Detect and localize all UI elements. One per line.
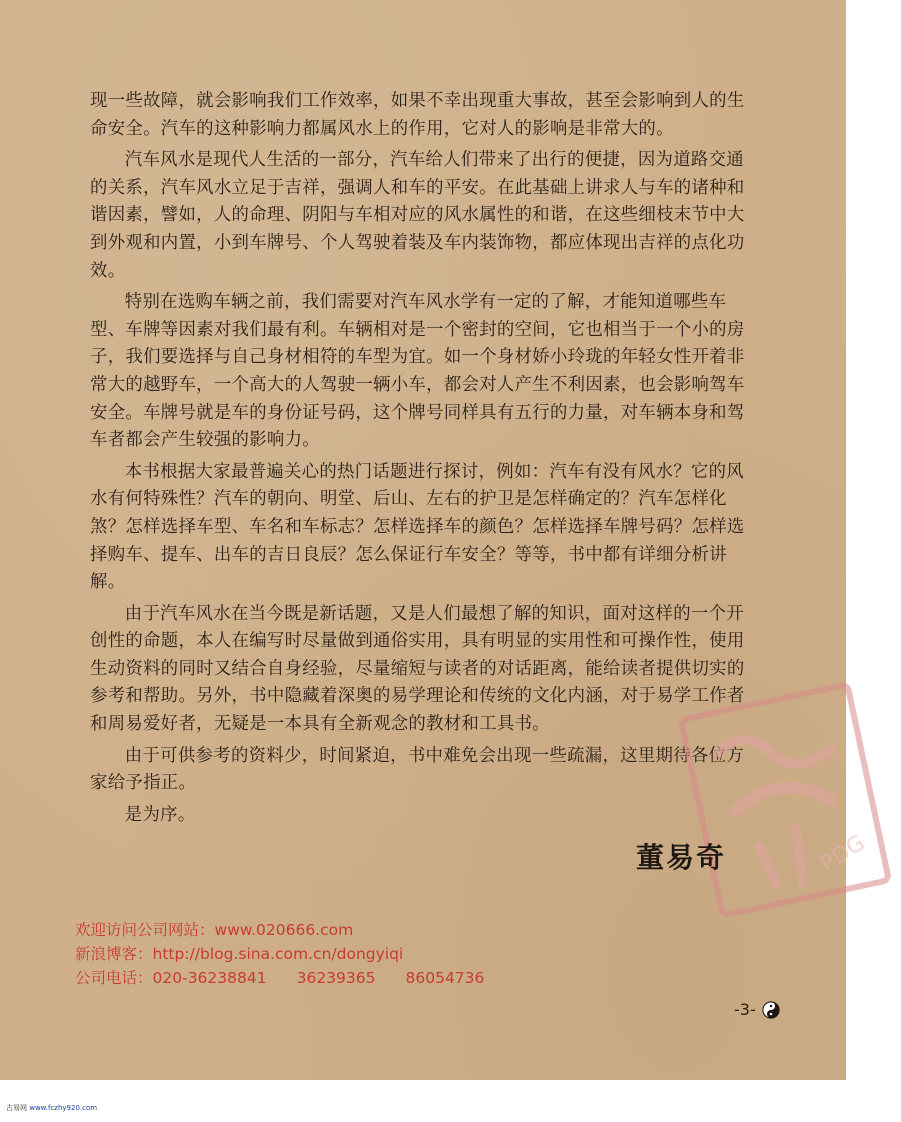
paragraph-3: 特别在选购车辆之前，我们需要对汽车风水学有一定的了解，才能知道哪些车型、车牌等因素对我们最有利。车辆相对是一个密封的空间，它也相当于一个小的房子，我们要选择与自己身材相符的车型为宜。如一个身材娇小玲珑的年轻女性开着非常大的越野车，一个高大的人驾驶一辆小车，都会对人产生不利因素，也会影响驾车安全。车牌号就是车的身份证号码，这个牌号同样具有五行的力量，对车辆本身和驾车者都会产生较强的影响力。 xyxy=(90,292,745,451)
phone-number-2: 36239365 xyxy=(296,969,376,987)
author-signature: 董易奇 xyxy=(636,841,727,874)
seal-stamp xyxy=(669,673,901,928)
paragraph-6: 由于可供参考的资料少，时间紧迫，书中难免会出现一些疏漏，这里期待各位方家给予指正。 xyxy=(90,745,744,794)
paragraph-1: 现一些故障，就会影响我们工作效率，如果不幸出现重大事故，甚至会影响到人的生命安全。汽车的这种影响力都属风水上的作用，它对人的影响是非常大的。 xyxy=(90,91,745,139)
website-label: 欢迎访问公司网站： xyxy=(75,921,215,939)
page-number xyxy=(734,1000,780,1019)
paragraph-2: 汽车风水是现代人生活的一部分，汽车给人们带来了出行的便捷，因为道路交通的关系，汽车风水立足于吉祥，强调人和车的平安。在此基础上讲求人与车的诸种和谐因素，譬如，人的命理、阴阳与车相对应的风水属性的和谐，在这些细枝末节中大到外观和内置，小到车牌号、个人驾驶着装及车内装饰物，都应体现出吉祥的点化功效。 xyxy=(90,150,745,281)
paragraph-7: 是为序。 xyxy=(124,804,196,825)
bottom-margin xyxy=(0,1080,846,1122)
blog-link[interactable]: http://blog.sina.com.cn/dongyiqi xyxy=(152,945,404,963)
paragraph-5: 由于汽车风水在当今既是新话题，又是人们最想了解的知识，面对这样的一个开创性的命题，本人在编写时尽量做到通俗实用，具有明显的实用性和可操作性，使用生动资料的同时又结合自身经验，尽量缩短与读者的对话距离，能给读者提供切实的参考和帮助。另外，书中隐藏着深奥的易学理论和传统的文化内涵，对于易学工作者和周易爱好者，无疑是一本具有全新观念的教材和工具书。 xyxy=(90,603,745,735)
contact-info xyxy=(75,918,484,990)
blog-line xyxy=(75,942,484,966)
blog-label: 新浪博客： xyxy=(75,945,153,963)
phone-number-3: 86054736 xyxy=(405,969,485,987)
phone-number-1: 020-36238841 xyxy=(152,969,267,987)
footer-site-name: 古易网 xyxy=(6,1104,27,1112)
paragraph-4: 本书根据大家最普遍关心的热门话题进行探讨，例如：汽车有没有风水？它的风水有何特殊性？汽车的朝向、明堂、后山、左右的护卫是怎样确定的？汽车怎样化煞？怎样选择车型、车名和车标志？怎样选择车的颜色？怎样选择车牌号码？怎样选择购车、提车、出车的吉日良辰？怎么保证行车安全？等等，书中都有详细分析讲解。 xyxy=(90,461,745,593)
stamp-label: PDG xyxy=(816,830,870,877)
website-link[interactable]: www.020666.com xyxy=(214,921,354,939)
phone-label: 公司电话： xyxy=(75,969,153,987)
phone-line xyxy=(75,966,484,990)
website-line xyxy=(75,918,484,942)
footer-watermark xyxy=(6,1103,97,1113)
preface-body xyxy=(90,88,750,829)
page-number-text: -3- xyxy=(734,1000,756,1019)
footer-site-url[interactable]: www.fczhy920.com xyxy=(29,1104,98,1112)
taiji-icon xyxy=(762,1001,780,1019)
